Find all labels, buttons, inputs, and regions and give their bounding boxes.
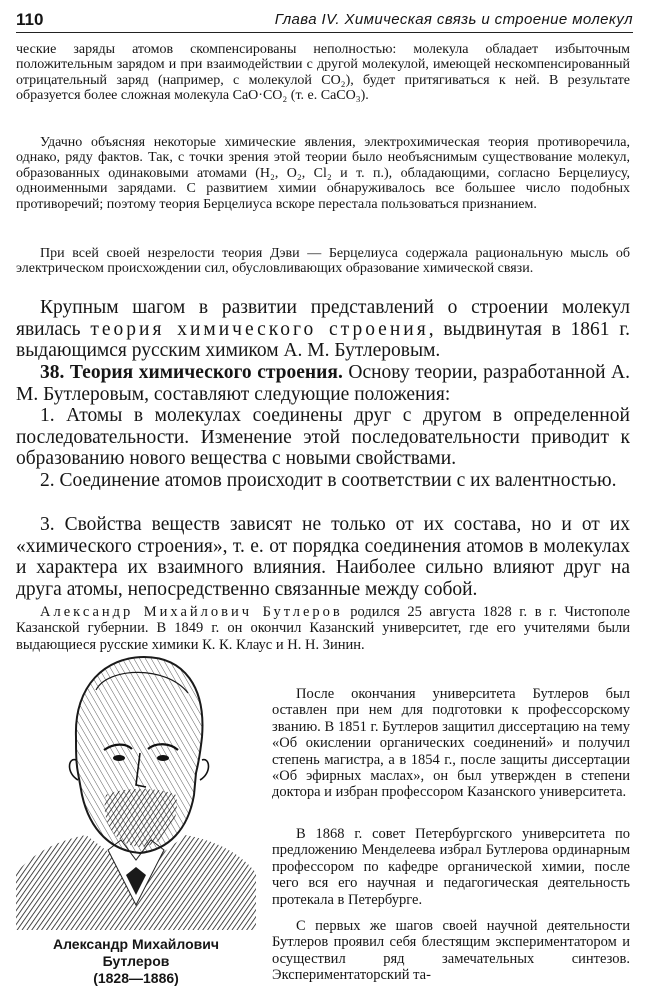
portrait-caption-years: (1828—1886) [93, 970, 179, 986]
portrait-caption-surname: Бутлеров [102, 953, 170, 969]
page-number: 110 [16, 10, 44, 29]
main-p1-tail: , выдвинутая в 1861 г. выдающимся русским химиком А. М. Бутлеровым. [16, 318, 631, 362]
biography-paragraph-2: После окончания университета Бутлеров был оставлен при нем для подготовки к профессорскому званию. В 1851 г. Бутлеров защитил диссертацию на тему «Об окислении органических соединений» и получил степень магистра, а в 1854 г., после защиты диссертации «Об эфирных маслах», он был утвержден в степени доктора и избран профессором Казанского университета. [272, 686, 630, 801]
section-title: Теория химического строения. [69, 362, 343, 383]
biography-paragraph-3: В 1868 г. совет Петербургского университета по предложению Менделеева избрал Бутлерова ординарным профессором по кафедре органической химии, после чего вся его научная и педагогическая деятельность протекала в Петербурге. [272, 826, 630, 908]
biography-intro-text: родился 25 августа 1828 г. в г. Чистополе Казанской губернии. В 1849 г. он окончил Казанский университет, где его учителями были выдающиеся русские химики К. К. Клаус и Н. Н. Зинин. [16, 604, 630, 653]
theory-term: теория химического строения [90, 318, 429, 340]
portrait-caption-name: Александр Михайлович [52, 936, 219, 952]
biography-paragraph-4: С первых же шагов своей научной деятельности Бутлеров проявил себя блестящим экспериментатором и осуществил ряд замечательных синтезов. Экспериментаторский та- [272, 918, 630, 984]
postulate-1: 1. Атомы в молекулах соединены друг с другом в определенной последовательности. Изменение этой последовательности приводит к образованию нового вещества с новыми свойствами. [16, 405, 630, 470]
section-text: Основу теории, разработанной А. М. Бутлеровым, составляют следующие положения: [16, 362, 631, 405]
butlerov-portrait [16, 645, 256, 930]
main-p1-lead: Крупным шагом в развитии представлений о строении молекул явилась [16, 297, 630, 340]
section-38 [16, 362, 630, 405]
main-paragraph-1 [16, 297, 630, 362]
postulate-2: 2. Соединение атомов происходит в соответствии с их валентностью. [40, 470, 617, 491]
biography-name: Александр Михайлович Бутлеров [40, 604, 343, 620]
running-head: Глава IV. Химическая связь и строение молекул [274, 11, 633, 28]
postulate-3: 3. Свойства веществ зависят не только от их состава, но и от их «химического строения», т. е. от порядка соединения атомов в молекулах и характера их взаимного влияния. Наиболее сильно влияют друг на друга атомы, непосредственно связанные между собой. [16, 514, 630, 600]
section-number: 38. [40, 362, 65, 383]
page-header [16, 10, 633, 33]
intro-paragraph-1: ческие заряды атомов скомпенсированы неполностью: молекула обладает избыточным положительным зарядом и при взаимодействии с другой молекулой, имеющей нескомпенсированный отрицательный заряд (например, с молекулой CO₂), будет притягиваться к ней. В результате образуется более сложная молекула CaO·CO₂ (т. е. CaCO₃). [16, 42, 630, 104]
intro-paragraph-2: Удачно объясняя некоторые химические явления, электрохимическая теория противоречила, однако, ряду фактов. Так, с точки зрения этой теории было необъяснимым существование молекул, образованных одинаковыми атомами (H₂, O₂, Cl₂ и т. п.), обладающими, согласно Берцелиусу, одноименными зарядами. С развитием химии обнаруживалось все большее число подобных противоречий; поэтому теория Берцелиуса вскоре перестала пользоваться признанием. [16, 135, 630, 212]
intro-paragraph-3: При всей своей незрелости теория Дэви — Берцелиуса содержала рациональную мысль об электрическом происхождении сил, обусловливающих образование химической связи. [16, 246, 630, 277]
